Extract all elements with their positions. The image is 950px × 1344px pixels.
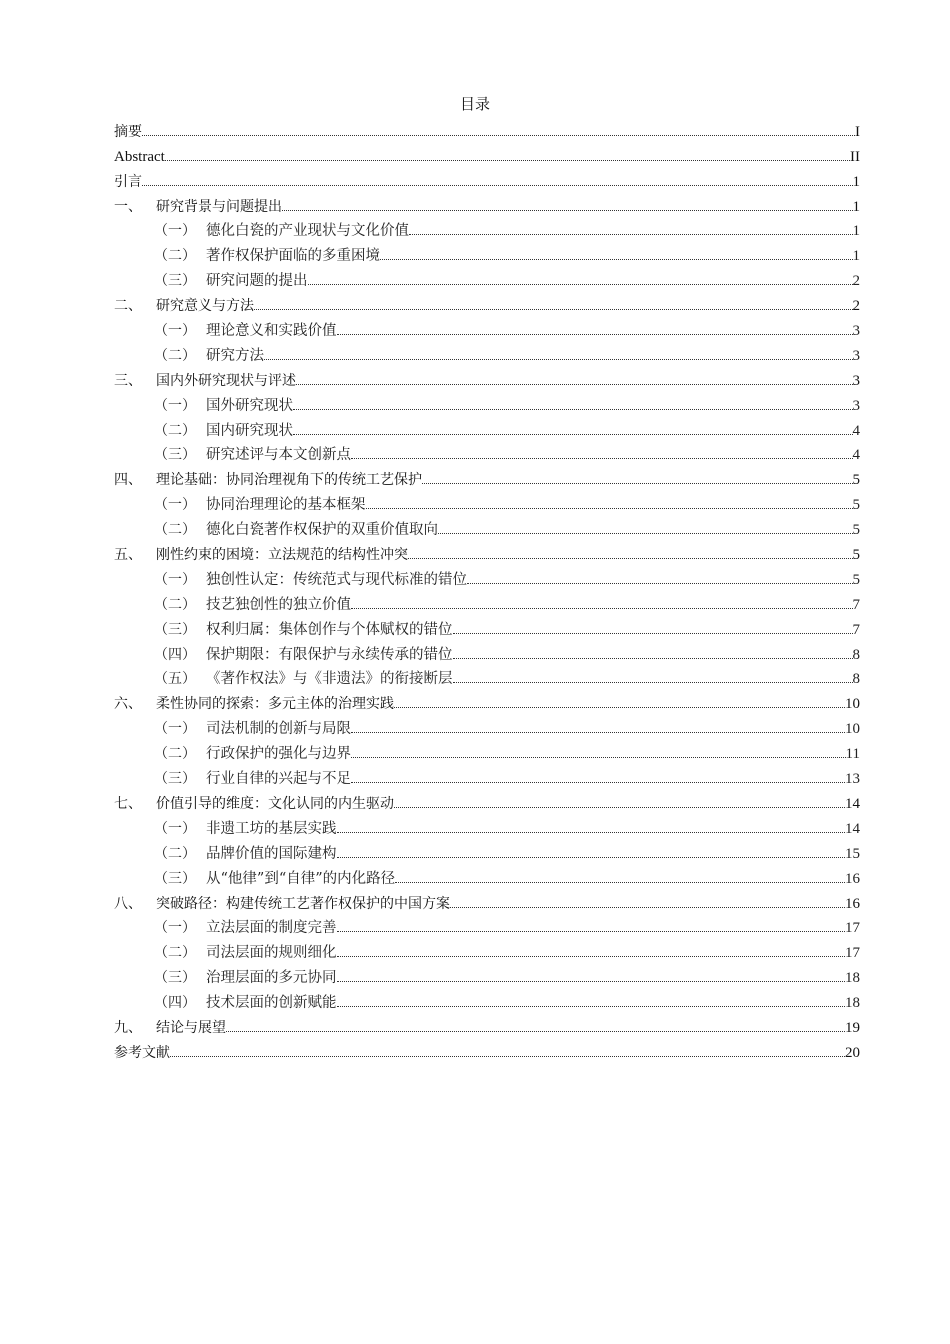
toc-entry[interactable] — [114, 614, 860, 639]
toc-entry-number: （二） — [154, 248, 196, 265]
toc-entry-number: （一） — [154, 920, 196, 937]
toc-entry-number: 八、 — [114, 895, 142, 912]
dot-leader — [254, 295, 853, 310]
toc-entry-page-number: I — [855, 123, 860, 140]
toc-entry-title: 从“他律”到“自律”的内化路径 — [206, 870, 396, 887]
toc-entry-number: （三） — [154, 970, 196, 987]
toc-entry-number: （一） — [154, 721, 196, 738]
toc-entry-page-number: 1 — [852, 173, 860, 190]
toc-entry-page-number: 11 — [845, 746, 860, 763]
toc-entry-number: （二） — [154, 945, 196, 962]
toc-entry-title: 行政保护的强化与边界 — [206, 746, 351, 763]
dot-leader — [351, 444, 853, 459]
toc-entry-number: （三） — [154, 621, 196, 638]
toc-entry-title: 权利归属：集体创作与个体赋权的错位 — [206, 621, 453, 638]
toc-entry[interactable] — [114, 1012, 860, 1037]
toc-entry-number: （二） — [154, 347, 196, 364]
dot-leader — [308, 270, 853, 285]
toc-entry-title: 引言 — [114, 173, 142, 190]
toc-entry[interactable] — [114, 589, 860, 614]
toc-entry-page-number: 5 — [852, 472, 860, 489]
toc-entry[interactable] — [114, 166, 860, 191]
toc-entry-title: 价值引导的维度：文化认同的内生驱动 — [156, 795, 394, 812]
toc-entry-page-number: 19 — [845, 1019, 860, 1036]
toc-entry-page-number: 5 — [852, 571, 860, 588]
dot-leader — [170, 1042, 845, 1057]
toc-entry-number: （一） — [154, 223, 196, 240]
toc-entry-title: 研究方法 — [206, 347, 264, 364]
toc-entry-title: 研究述评与本文创新点 — [206, 447, 351, 464]
dot-leader — [226, 1017, 845, 1032]
toc-entry[interactable] — [114, 813, 860, 838]
toc-entry-title: 研究背景与问题提出 — [156, 198, 282, 215]
toc-entry-number: （一） — [154, 571, 196, 588]
toc-entry-title: 非遗工坊的基层实践 — [206, 820, 337, 837]
toc-entry-page-number: 4 — [852, 422, 860, 439]
toc-entry-page-number: 3 — [852, 397, 860, 414]
toc-entry-number: （二） — [154, 422, 196, 439]
toc-entry[interactable] — [114, 315, 860, 340]
dot-leader — [337, 843, 846, 858]
toc-entry[interactable] — [114, 440, 860, 465]
toc-entry-page-number: 17 — [845, 945, 860, 962]
toc-entry[interactable] — [114, 888, 860, 913]
toc-entry-page-number: II — [850, 148, 860, 165]
toc-entry[interactable] — [114, 763, 860, 788]
toc-entry-page-number: 5 — [852, 547, 860, 564]
toc-entry[interactable] — [114, 191, 860, 216]
toc-entry-title: Abstract — [114, 148, 165, 165]
toc-entry-page-number: 18 — [845, 995, 860, 1012]
toc-entry-page-number: 4 — [852, 447, 860, 464]
dot-leader — [351, 594, 853, 609]
toc-entry-number: 六、 — [114, 696, 142, 713]
toc-entry-number: （一） — [154, 397, 196, 414]
dot-leader — [467, 569, 853, 584]
toc-entry-title: 行业自律的兴起与不足 — [206, 771, 351, 788]
toc-entry-page-number: 7 — [852, 596, 860, 613]
toc-entry[interactable] — [114, 514, 860, 539]
toc-entry[interactable] — [114, 639, 860, 664]
toc-entry[interactable] — [114, 489, 860, 514]
toc-entry-title: 德化白瓷的产业现状与文化价值 — [206, 223, 409, 240]
dot-leader — [409, 220, 853, 235]
toc-entry[interactable] — [114, 1037, 860, 1062]
toc-entry-page-number: 10 — [845, 696, 860, 713]
dot-leader — [394, 693, 845, 708]
toc-entry[interactable] — [114, 838, 860, 863]
dot-leader — [366, 494, 853, 509]
dot-leader — [282, 196, 853, 211]
toc-entry-title: 理论意义和实践价值 — [206, 323, 337, 340]
toc-entry-page-number: 14 — [845, 795, 860, 812]
toc-entry[interactable] — [114, 464, 860, 489]
toc-entry-title: 著作权保护面临的多重困境 — [206, 248, 380, 265]
toc-entry-page-number: 8 — [852, 646, 860, 663]
dot-leader — [450, 893, 845, 908]
toc-entry-number: （四） — [154, 995, 196, 1012]
dot-leader — [351, 768, 845, 783]
toc-entry-number: 三、 — [114, 372, 142, 389]
toc-entry[interactable] — [114, 216, 860, 241]
toc-entry-title: 技艺独创性的独立价值 — [206, 596, 351, 613]
toc-title: 目录 — [459, 95, 490, 113]
toc-entry[interactable] — [114, 390, 860, 415]
toc-entry-number: 一、 — [114, 198, 142, 215]
toc-entry-number: （二） — [154, 845, 196, 862]
dot-leader — [264, 345, 853, 360]
toc-entry-number: （三） — [154, 771, 196, 788]
toc-entry[interactable] — [114, 688, 860, 713]
toc-entry-page-number: 17 — [845, 920, 860, 937]
toc-entry-number: （五） — [154, 671, 196, 688]
dot-leader — [453, 644, 853, 659]
toc-entry-page-number: 2 — [852, 298, 860, 315]
table-of-contents — [114, 116, 860, 1062]
toc-entry-title: 国内外研究现状与评述 — [156, 372, 296, 389]
toc-entry-title: 结论与展望 — [156, 1019, 226, 1036]
toc-entry-page-number: 1 — [852, 198, 860, 215]
toc-entry-title: 治理层面的多元协同 — [206, 970, 337, 987]
dot-leader — [296, 370, 853, 385]
toc-entry-title: 柔性协同的探索：多元主体的治理实践 — [156, 696, 394, 713]
dot-leader — [380, 245, 853, 260]
toc-entry-page-number: 13 — [845, 771, 860, 788]
toc-entry-title: 国内研究现状 — [206, 422, 293, 439]
toc-entry-title: 技术层面的创新赋能 — [206, 995, 337, 1012]
toc-entry[interactable] — [114, 937, 860, 962]
toc-entry-number: （三） — [154, 447, 196, 464]
toc-entry[interactable] — [114, 116, 860, 141]
dot-leader — [142, 121, 855, 136]
toc-entry-title: 突破路径：构建传统工艺著作权保护的中国方案 — [156, 895, 450, 912]
toc-entry-number: （一） — [154, 497, 196, 514]
toc-entry[interactable] — [114, 141, 860, 166]
toc-entry-title: 《著作权法》与《非遗法》的衔接断层 — [206, 671, 453, 688]
dot-leader — [422, 469, 853, 484]
toc-entry-title: 研究问题的提出 — [206, 273, 308, 290]
dot-leader — [337, 818, 846, 833]
toc-entry[interactable] — [114, 290, 860, 315]
toc-entry-title: 品牌价值的国际建构 — [206, 845, 337, 862]
toc-entry[interactable] — [114, 738, 860, 763]
dot-leader — [395, 868, 845, 883]
toc-entry-page-number: 8 — [852, 671, 860, 688]
dot-leader — [453, 619, 853, 634]
toc-entry[interactable] — [114, 539, 860, 564]
toc-entry-number: 四、 — [114, 472, 142, 489]
toc-entry-number: 七、 — [114, 795, 142, 812]
toc-entry-title: 国外研究现状 — [206, 397, 293, 414]
toc-entry-page-number: 5 — [852, 522, 860, 539]
toc-entry-title: 摘要 — [114, 123, 142, 140]
toc-entry-title: 保护期限：有限保护与永续传承的错位 — [206, 646, 453, 663]
toc-entry-page-number: 10 — [845, 721, 860, 738]
toc-entry-title: 协同治理理论的基本框架 — [206, 497, 366, 514]
dot-leader — [337, 320, 853, 335]
toc-entry-page-number: 18 — [845, 970, 860, 987]
dot-leader — [453, 668, 853, 683]
toc-entry-page-number: 1 — [852, 248, 860, 265]
toc-entry[interactable] — [114, 265, 860, 290]
dot-leader — [351, 718, 845, 733]
dot-leader — [408, 544, 853, 559]
dot-leader — [337, 942, 846, 957]
toc-entry[interactable] — [114, 664, 860, 689]
toc-entry-page-number: 14 — [845, 820, 860, 837]
dot-leader — [351, 743, 846, 758]
toc-entry[interactable] — [114, 564, 860, 589]
toc-entry-number: （二） — [154, 746, 196, 763]
toc-entry-page-number: 3 — [852, 347, 860, 364]
toc-entry[interactable] — [114, 415, 860, 440]
toc-entry-page-number: 16 — [845, 870, 860, 887]
toc-entry-page-number: 15 — [845, 845, 860, 862]
toc-entry-number: 二、 — [114, 298, 142, 315]
toc-entry[interactable] — [114, 788, 860, 813]
dot-leader — [337, 967, 846, 982]
toc-entry[interactable] — [114, 365, 860, 390]
toc-entry-number: （三） — [154, 273, 196, 290]
dot-leader — [293, 420, 853, 435]
toc-entry-number: （一） — [154, 323, 196, 340]
toc-entry-page-number: 16 — [845, 895, 860, 912]
toc-entry-title: 德化白瓷著作权保护的双重价值取向 — [206, 522, 438, 539]
toc-entry-number: （四） — [154, 646, 196, 663]
dot-leader — [337, 917, 846, 932]
toc-entry[interactable] — [114, 240, 860, 265]
dot-leader — [165, 146, 850, 161]
toc-entry-page-number: 7 — [852, 621, 860, 638]
toc-entry-number: （二） — [154, 596, 196, 613]
toc-entry-title: 研究意义与方法 — [156, 298, 254, 315]
toc-entry-title: 独创性认定：传统范式与现代标准的错位 — [206, 571, 467, 588]
toc-entry-title: 参考文献 — [114, 1044, 170, 1061]
toc-entry-number: 五、 — [114, 547, 142, 564]
dot-leader — [337, 992, 846, 1007]
dot-leader — [293, 395, 853, 410]
toc-entry-page-number: 3 — [852, 323, 860, 340]
toc-entry-number: （三） — [154, 870, 196, 887]
toc-entry-title: 立法层面的制度完善 — [206, 920, 337, 937]
toc-entry-number: （一） — [154, 820, 196, 837]
toc-entry-title: 司法层面的规则细化 — [206, 945, 337, 962]
toc-entry-page-number: 3 — [852, 372, 860, 389]
toc-entry[interactable] — [114, 713, 860, 738]
toc-entry-title: 司法机制的创新与局限 — [206, 721, 351, 738]
toc-entry[interactable] — [114, 340, 860, 365]
toc-entry-title: 理论基础：协同治理视角下的传统工艺保护 — [156, 472, 422, 489]
toc-entry[interactable] — [114, 913, 860, 938]
toc-entry-page-number: 1 — [852, 223, 860, 240]
toc-entry-number: （二） — [154, 522, 196, 539]
dot-leader — [394, 793, 845, 808]
toc-entry[interactable] — [114, 962, 860, 987]
toc-entry-page-number: 20 — [845, 1044, 860, 1061]
dot-leader — [142, 171, 853, 186]
toc-entry-number: 九、 — [114, 1019, 142, 1036]
toc-entry-page-number: 5 — [852, 497, 860, 514]
toc-entry[interactable] — [114, 987, 860, 1012]
toc-entry-title: 刚性约束的困境：立法规范的结构性冲突 — [156, 547, 408, 564]
toc-entry[interactable] — [114, 863, 860, 888]
toc-entry-page-number: 2 — [852, 273, 860, 290]
dot-leader — [438, 519, 853, 534]
